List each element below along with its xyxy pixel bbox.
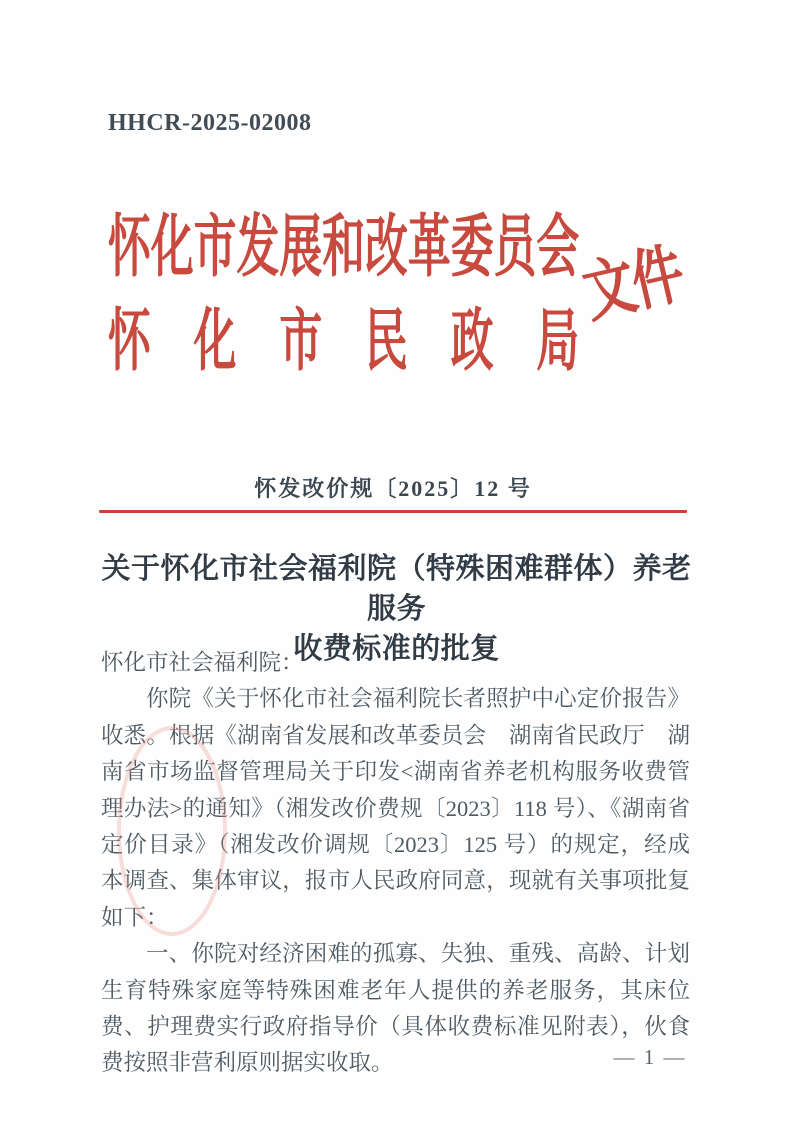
letterhead <box>108 209 793 379</box>
body-paragraph-1: 你院《关于怀化市社会福利院长者照护中心定价报告》收悉。根据《湖南省发展和改革委员会 湖南省民政厅 湖南省市场监督管理局关于印发<湖南省养老机构服务收费管理办法>的通知》（湘发改价费规〔2023〕118 号）、《湖南省定价目录》（湘发改价调规〔2023〕125 号）的规定，经成本调查、集体审议，报市人民政府同意，现就有关事项批复如下： <box>101 686 690 930</box>
org-name-line1: 怀化市发展和改革委员会 <box>108 209 580 285</box>
salutation: 怀化市社会福利院： <box>101 650 304 675</box>
body-paragraph-2: 一、你院对经济困难的孤寡、失独、重残、高龄、计划生育特殊家庭等特殊困难老年人提供的养老服务，其床位费、护理费实行政府指导价（具体收费标准见附表），伙食费按照非营利原则据实收取。 <box>101 941 690 1076</box>
org-name-line2: 怀化市民政局 <box>108 303 623 379</box>
doc-number: 怀发改价规〔2025〕12 号 <box>254 476 532 501</box>
red-divider-line <box>99 510 687 513</box>
document-title-line2: 收费标准的批复 <box>293 633 500 665</box>
document-body <box>101 645 690 1082</box>
archival-doc-code: HHCR-2025-02008 <box>108 110 312 136</box>
page-number: — 1 — <box>613 1045 687 1069</box>
document-title-line1: 关于怀化市社会福利院（特殊困难群体）养老服务 <box>101 553 692 625</box>
doc-type-wenjian-label: 文件 <box>576 237 689 332</box>
